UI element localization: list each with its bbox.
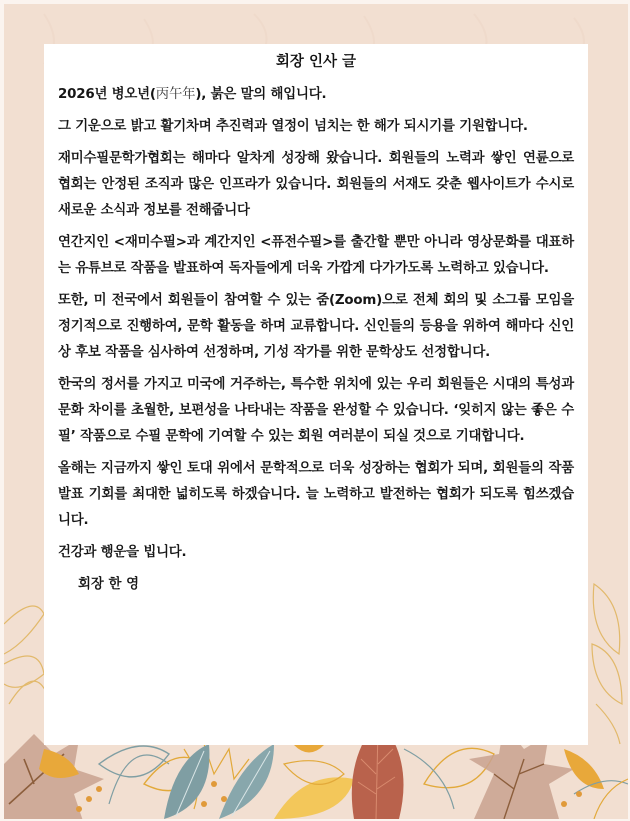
paragraph-year-text-end: ), 붉은 말의 해입니다. <box>195 87 327 102</box>
paragraph-association: 재미수필문학가협회는 해마다 알차게 성장해 왔습니다. 회원들의 노력과 쌓인 연륜으로 협회는 안정된 조직과 많은 인프라가 있습니다. 회원들의 서재도 갖춘 웹사이트가 수시로 새로운 소식과 정보를 전해줍니다 <box>58 151 574 218</box>
paragraph-year <box>58 82 574 108</box>
paragraph-zoom-meetings: 또한, 미 전국에서 회원들이 참여할 수 있는 줌(Zoom)으로 전체 회의 및 소그룹 모임을 정기적으로 진행하여, 문학 활동을 하며 교류합니다. 신인들의 등용을 위하여 해마다 신인상 후보 작품을 심사하여 선정하며, 기성 작가를 위한 문학상도 선정합니다. <box>58 293 574 360</box>
paragraph-year-text: 2026년 병오년( <box>58 87 156 102</box>
letter-page <box>4 4 628 819</box>
paragraph-this-year: 올해는 지금까지 쌓인 토대 위에서 문학적으로 더욱 성장하는 협회가 되며, 회원들의 작품 발표 기회를 최대한 넓히도록 하겠습니다. 늘 노력하고 발전하는 협회가 되도록 힘쓰겠습니다. <box>58 461 574 528</box>
letter-panel <box>44 44 588 745</box>
hanja-text: 丙午年 <box>155 87 196 102</box>
paragraph-publications: 연간지인 <재미수필>과 계간지인 <퓨전수필>를 출간할 뿐만 아니라 영상문화를 대표하는 유튜브로 작품을 발표하여 독자들에게 더욱 가깝게 다가가도록 노력하고 있습니다. <box>58 235 574 276</box>
signature: 회장 한 영 <box>78 577 140 592</box>
paragraph-closing: 건강과 행운을 빕니다. <box>58 545 187 560</box>
paragraph-wish: 그 기운으로 밝고 활기차며 추진력과 열정이 넘치는 한 해가 되시기를 기원합니다. <box>58 119 528 134</box>
paragraph-members: 한국의 정서를 가지고 미국에 거주하는, 특수한 위치에 있는 우리 회원들은 시대의 특성과 문화 차이를 초월한, 보편성을 나타내는 작품을 완성할 수 있습니다. ‘잊히지 않는 좋은 수필’ 작품으로 수필 문학에 기여할 수 있는 회원 여러분이 되실 것으로 기대합니다. <box>58 377 574 444</box>
page-title: 회장 인사 글 <box>275 54 357 70</box>
